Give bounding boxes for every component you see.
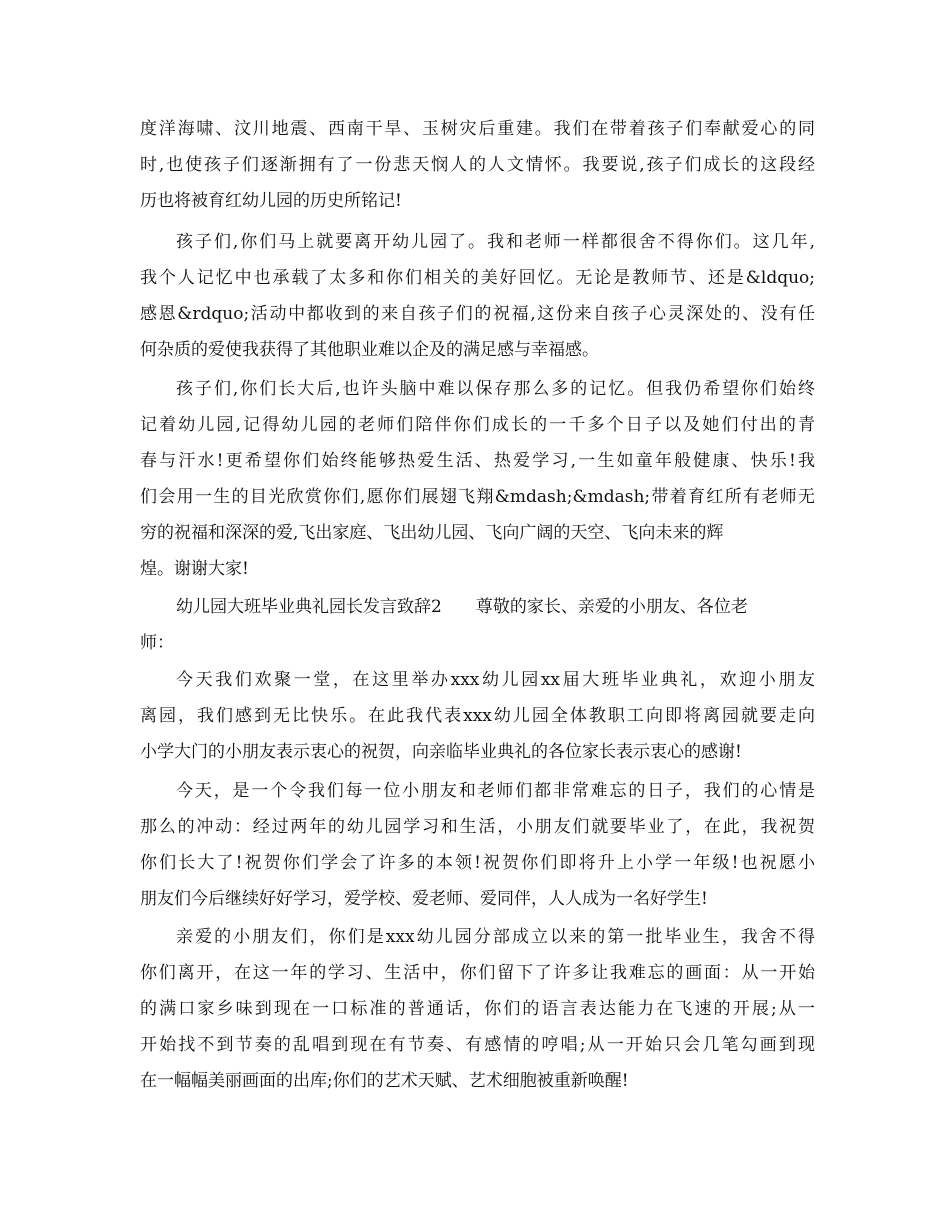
- text-line: 记着幼儿园,记得幼儿园的老师们陪伴你们成长的一千多个日子以及她们付出的青: [140, 415, 815, 435]
- text-line: 今天我们欢聚一堂，在这里举办xxx幼儿园xx届大班毕业典礼，欢迎小朋友: [176, 670, 815, 690]
- text-line: 的满口家乡味到现在一口标准的普通话，你们的语言表达能力在飞速的开展;从一: [140, 999, 815, 1019]
- text-line: 你们离开，在这一年的学习、生活中，你们留下了许多让我难忘的画面：从一开始: [140, 963, 815, 983]
- text-line: 开始找不到节奏的乱唱到现在有节奏、有感情的哼唱;从一开始只会几笔勾画到现: [140, 1035, 815, 1055]
- text-line: 在一幅幅美丽画面的出库;你们的艺术天赋、艺术细胞被重新唤醒!: [140, 1071, 629, 1091]
- text-line: 亲爱的小朋友们，你们是xxx幼儿园分部成立以来的第一批毕业生，我舍不得: [176, 927, 815, 947]
- section-heading-line: 幼儿园大班毕业典礼园长发言致辞2 尊敬的家长、亲爱的小朋友、各位老: [176, 597, 748, 617]
- text-line: 小学大门的小朋友表示衷心的祝贺，向亲临毕业典礼的各位家长表示衷心的感谢!: [140, 742, 742, 762]
- text-line: 你们长大了!祝贺你们学会了许多的本领!祝贺你们即将升上小学一年级!也祝愿小: [140, 853, 815, 873]
- text-line: 时,也使孩子们逐渐拥有了一份悲天悯人的人文情怀。我要说,孩子们成长的这段经: [140, 155, 815, 175]
- text-line: 春与汗水!更希望你们始终能够热爱生活、热爱学习,一生如童年般健康、快乐!我: [140, 451, 815, 471]
- text-line: 穷的祝福和深深的爱,飞出家庭、飞出幼儿园、飞向广阔的天空、飞向未来的辉: [140, 523, 724, 543]
- text-line: 离园，我们感到无比快乐。在此我代表xxx幼儿园全体教职工向即将离园就要走向: [140, 706, 815, 726]
- text-line: 孩子们,你们长大后,也许头脑中难以保存那么多的记忆。但我仍希望你们始终: [176, 379, 815, 399]
- text-line: 煌。谢谢大家!: [140, 559, 249, 579]
- text-line: 朋友们今后继续好好学习，爱学校、爱老师、爱同伴，人人成为一名好学生!: [140, 889, 708, 909]
- text-line: 今天，是一个令我们每一位小朋友和老师们都非常难忘的日子，我们的心情是: [176, 781, 815, 801]
- text-line: 感恩&rdquo;活动中都收到的来自孩子们的祝福,这份来自孩子心灵深处的、没有任: [140, 304, 815, 324]
- text-line: 师：: [140, 633, 174, 653]
- text-line: 我个人记忆中也承载了太多和你们相关的美好回忆。无论是教师节、还是&ldquo;: [140, 268, 815, 288]
- text-line: 历也将被育红幼儿园的历史所铭记!: [140, 191, 402, 211]
- text-line: 何杂质的爱使我获得了其他职业难以企及的满足感与幸福感。: [140, 340, 599, 360]
- text-line: 孩子们,你们马上就要离开幼儿园了。我和老师一样都很舍不得你们。这几年,: [176, 232, 815, 252]
- text-line: 那么的冲动：经过两年的幼儿园学习和生活，小朋友们就要毕业了，在此，我祝贺: [140, 817, 815, 837]
- text-line: 们会用一生的目光欣赏你们,愿你们展翅飞翔&mdash;&mdash;带着育红所有老师无: [140, 487, 815, 507]
- text-line: 度洋海啸、汶川地震、西南干旱、玉树灾后重建。我们在带着孩子们奉献爱心的同: [140, 119, 815, 139]
